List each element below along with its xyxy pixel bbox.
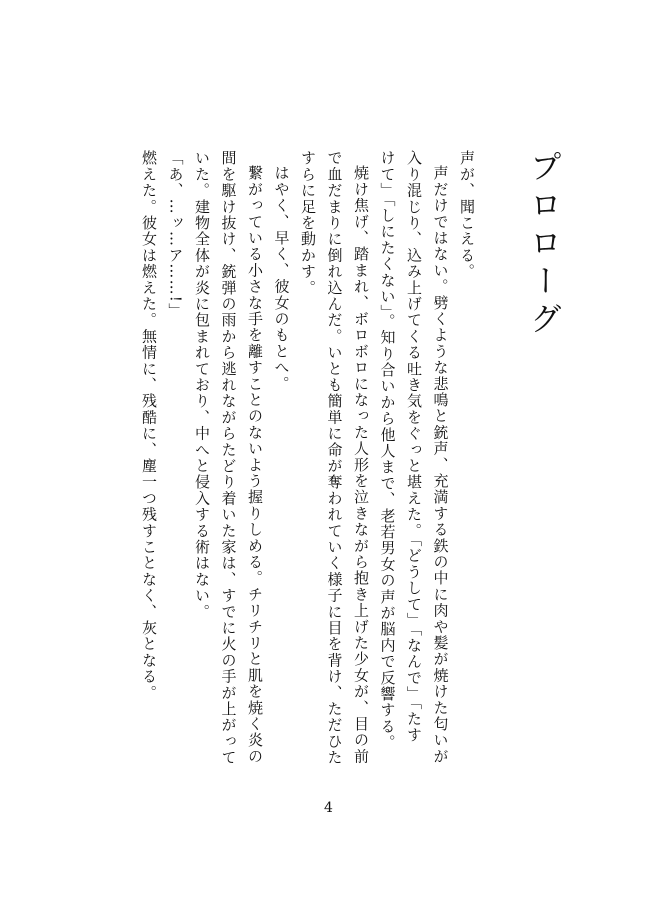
paragraph: 繋がっている小さな手を離すことのないよう握りしめる。チリチリと肌を焼く炎の [246,165,264,765]
paragraph: 「あ、…ッ…ア……!」 [166,150,185,320]
paragraph: はやく、早く、彼女のもとへ。 [272,165,291,392]
paragraph: けて」「しにたくない」。知り合いから他人まで、老若男女の声が脳内で反響する。 [378,150,397,751]
paragraph: 間を駆け抜け、銃弾の雨から逃れながらたどり着いた家は、すでに火の手が上がって [219,150,238,766]
page-number: 4 [324,800,333,816]
paragraph: すらに足を動かす。 [299,150,317,296]
chapter-title: プロローグ [525,150,563,340]
paragraph: いた。建物全体が炎に包まれており、中へと侵入する術はない。 [193,150,211,620]
paragraph: 声だけではない。劈くような悲鳴と銃声、充満する鉄の中に肉や髪が焼けた匂いが [431,165,450,765]
paragraph: 入り混じり、込み上げてくる吐き気をぐっと堪えた。「どうして」「なんで」「たす [405,150,423,744]
paragraph: 燃えた。彼女は燃えた。無情に、残酷に、塵一つ残すことなく、灰となる。 [140,150,158,701]
paragraph: で血だまりに倒れ込んだ。いとも簡単に命が奪われていく様子に目を背け、ただひた [325,150,344,766]
paragraph: 声が、聞こえる。 [458,150,476,280]
paragraph: 焼け焦げ、踏まれ、ボロボロになった人形を泣きながら抱き上げた少女が、目の前 [352,165,370,765]
body-text [110,150,480,770]
